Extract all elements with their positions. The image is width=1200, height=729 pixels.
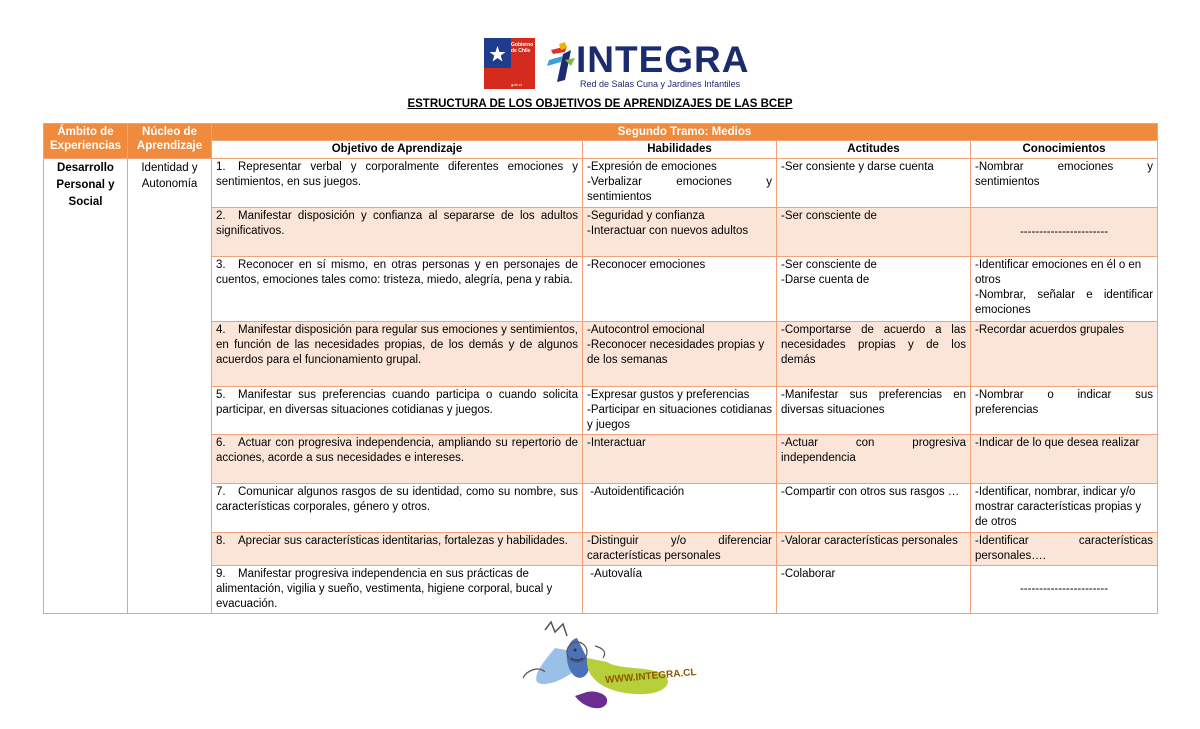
conocimiento-item: -Nombrar emociones y sentimientos [975, 161, 1154, 188]
habilidad-item: -Autovalía [587, 568, 642, 580]
habilidades-cell [583, 387, 777, 435]
actitudes-cell [777, 484, 971, 533]
conocimientos-cell [971, 484, 1158, 533]
conocimientos-cell [971, 387, 1158, 435]
conocimiento-item: -Indicar de lo que desea realizar [975, 437, 1140, 449]
col-header-habilidades: Habilidades [583, 141, 777, 159]
actitud-item: -Actuar con progresiva independencia [781, 437, 966, 464]
table-row [44, 257, 1158, 322]
actitud-item: -Compartir con otros sus rasgos … [781, 486, 960, 498]
objetivo-text: Manifestar progresiva independencia en sus prácticas de alimentación, vigilia y sueño, vestimenta, higiene corporal, bucal y evacuación. [216, 568, 553, 610]
objetivo-cell [212, 484, 583, 533]
col-header-objetivo: Objetivo de Aprendizaje [212, 141, 583, 159]
habilidad-item: -Reconocer necesidades propias y de los semanas [587, 339, 765, 366]
tramo-header: Segundo Tramo: Medios [212, 124, 1158, 141]
actitudes-cell [777, 435, 971, 484]
actitudes-cell [777, 208, 971, 257]
conocimientos-cell [971, 257, 1158, 322]
habilidades-cell [583, 257, 777, 322]
objetivo-number: 3. [216, 259, 226, 271]
objetivo-cell [212, 159, 583, 208]
objetivo-text: Comunicar algunos rasgos de su identidad, como su nombre, sus características corporales, género y otros. [216, 486, 578, 513]
habilidades-cell [583, 484, 777, 533]
actitudes-cell [777, 322, 971, 387]
habilidad-item: -Expresión de emociones [587, 161, 717, 173]
document-title: ESTRUCTURA DE LOS OBJETIVOS DE APRENDIZAJES DE LAS BCEP [407, 98, 793, 110]
table-row [44, 484, 1158, 533]
objetivo-text: Manifestar disposición para regular sus emociones y sentimientos, en función de las necesidades propias, de los demás y de algunos acuerdos para el funcionamiento grupal. [216, 324, 578, 366]
objetivo-text: Manifestar sus preferencias cuando participa o cuando solicita participar, en diversas situaciones cotidianas y juegos. [216, 389, 578, 416]
objetivo-number: 9. [216, 568, 226, 580]
habilidades-cell [583, 435, 777, 484]
habilidad-item: -Seguridad y confianza [587, 210, 705, 222]
objetivo-text: Representar verbal y corporalmente diferentes emociones y sentimientos, en sus juegos. [216, 161, 578, 188]
habilidades-cell [583, 566, 777, 614]
habilidades-cell [583, 159, 777, 208]
objetivo-cell [212, 387, 583, 435]
habilidad-item: -Distinguir y/o diferenciar características personales [587, 535, 772, 562]
habilidad-item: -Expresar gustos y preferencias [587, 389, 750, 401]
table-row [44, 435, 1158, 484]
actitud-item: -Ser consciente de [781, 210, 877, 222]
objetivo-text: Manifestar disposición y confianza al separarse de los adultos significativos. [216, 210, 578, 237]
objetivo-cell [212, 566, 583, 614]
table-header-row-2 [44, 141, 1158, 159]
objetivo-number: 8. [216, 535, 226, 547]
actitudes-cell [777, 566, 971, 614]
habilidad-item: -Participar en situaciones cotidianas y juegos [587, 404, 772, 431]
objectives-table [43, 123, 1158, 614]
integra-wordmark: INTEGRA [576, 39, 750, 80]
habilidad-item: -Interactuar [587, 437, 646, 449]
col-header-actitudes: Actitudes [777, 141, 971, 159]
conocimiento-item: ----------------------- [1019, 583, 1109, 595]
conocimiento-item: -Nombrar, señalar e identificar emociones [975, 289, 1154, 316]
table-row [44, 533, 1158, 566]
actitud-item: -Manifestar sus preferencias en diversas situaciones [781, 389, 966, 416]
ambito-cell: Desarrollo Personal y Social [44, 159, 128, 614]
objetivo-text: Reconocer en sí mismo, en otras personas y en personajes de cuentos, emociones tales como: tristeza, miedo, alegría, pena y rabia. [216, 259, 578, 286]
header-logos [0, 36, 1200, 96]
habilidades-cell [583, 322, 777, 387]
table-row [44, 566, 1158, 614]
table-header-row-1 [44, 124, 1158, 141]
integra-tagline: Red de Salas Cuna y Jardines Infantiles [580, 79, 741, 89]
conocimiento-item: -Recordar acuerdos grupales [975, 324, 1124, 336]
conocimiento-item: ----------------------- [1019, 225, 1109, 238]
table-row [44, 387, 1158, 435]
table-row [44, 322, 1158, 387]
gov-logo-sub: gob.cl [511, 82, 522, 87]
objetivo-number: 4. [216, 324, 226, 336]
objetivo-text: Actuar con progresiva independencia, ampliando su repertorio de acciones, acorde a sus necesidades e intereses. [216, 437, 578, 464]
objetivo-number: 1. [216, 161, 226, 173]
habilidad-item: -Interactuar con nuevos adultos [587, 225, 749, 237]
col-header-conocimientos: Conocimientos [971, 141, 1158, 159]
conocimientos-cell [971, 533, 1158, 566]
actitudes-cell [777, 159, 971, 208]
conocimientos-cell [971, 566, 1158, 614]
objetivo-number: 2. [216, 210, 226, 222]
objetivo-text: Apreciar sus características identitarias, fortalezas y habilidades. [238, 535, 568, 547]
conocimiento-item: -Identificar características personales…. [975, 535, 1154, 562]
habilidades-cell [583, 533, 777, 566]
actitud-item: -Colaborar [781, 568, 836, 580]
objetivo-cell [212, 435, 583, 484]
col-header-nucleo: Núcleo de Aprendizaje [128, 124, 212, 159]
gov-logo-text: Gobierno de Chile [511, 42, 534, 54]
integra-giraffe-logo [515, 618, 685, 713]
actitud-item: -Valorar características personales [781, 535, 958, 547]
actitudes-cell [777, 533, 971, 566]
actitudes-cell [777, 387, 971, 435]
conocimientos-cell [971, 208, 1158, 257]
conocimiento-item: -Nombrar o indicar sus preferencias [975, 389, 1154, 416]
objetivo-cell [212, 322, 583, 387]
objetivo-number: 7. [216, 486, 226, 498]
objetivo-cell [212, 533, 583, 566]
conocimientos-cell [971, 322, 1158, 387]
actitud-item: -Darse cuenta de [781, 274, 870, 286]
habilidad-item: -Verbalizar emociones y sentimientos [587, 176, 772, 203]
col-header-ambito: Ámbito de Experiencias [44, 124, 128, 159]
objetivo-number: 6. [216, 437, 226, 449]
habilidad-item: -Reconocer emociones [587, 259, 706, 271]
nucleo-cell: Identidad y Autonomía [128, 159, 212, 614]
objetivo-cell [212, 257, 583, 322]
habilidades-cell [583, 208, 777, 257]
actitud-item: -Ser consciente de [781, 259, 877, 271]
conocimientos-cell [971, 159, 1158, 208]
integra-url: WWW.INTEGRA.CL [604, 667, 697, 686]
objetivo-cell [212, 208, 583, 257]
actitud-item: -Comportarse de acuerdo a las necesidades propias y de los demás [781, 324, 966, 366]
habilidad-item: -Autoidentificación [587, 486, 685, 498]
actitudes-cell [777, 257, 971, 322]
objetivo-number: 5. [216, 389, 226, 401]
actitud-item: -Ser consiente y darse cuenta [781, 161, 934, 173]
table-row [44, 159, 1158, 208]
table-row [44, 208, 1158, 257]
conocimientos-cell [971, 435, 1158, 484]
conocimiento-item: -Identificar emociones en él o en otros [975, 259, 1142, 286]
habilidad-item: -Autocontrol emocional [587, 324, 705, 336]
conocimiento-item: -Identificar, nombrar, indicar y/o mostrar características propias y de otros [975, 486, 1142, 528]
